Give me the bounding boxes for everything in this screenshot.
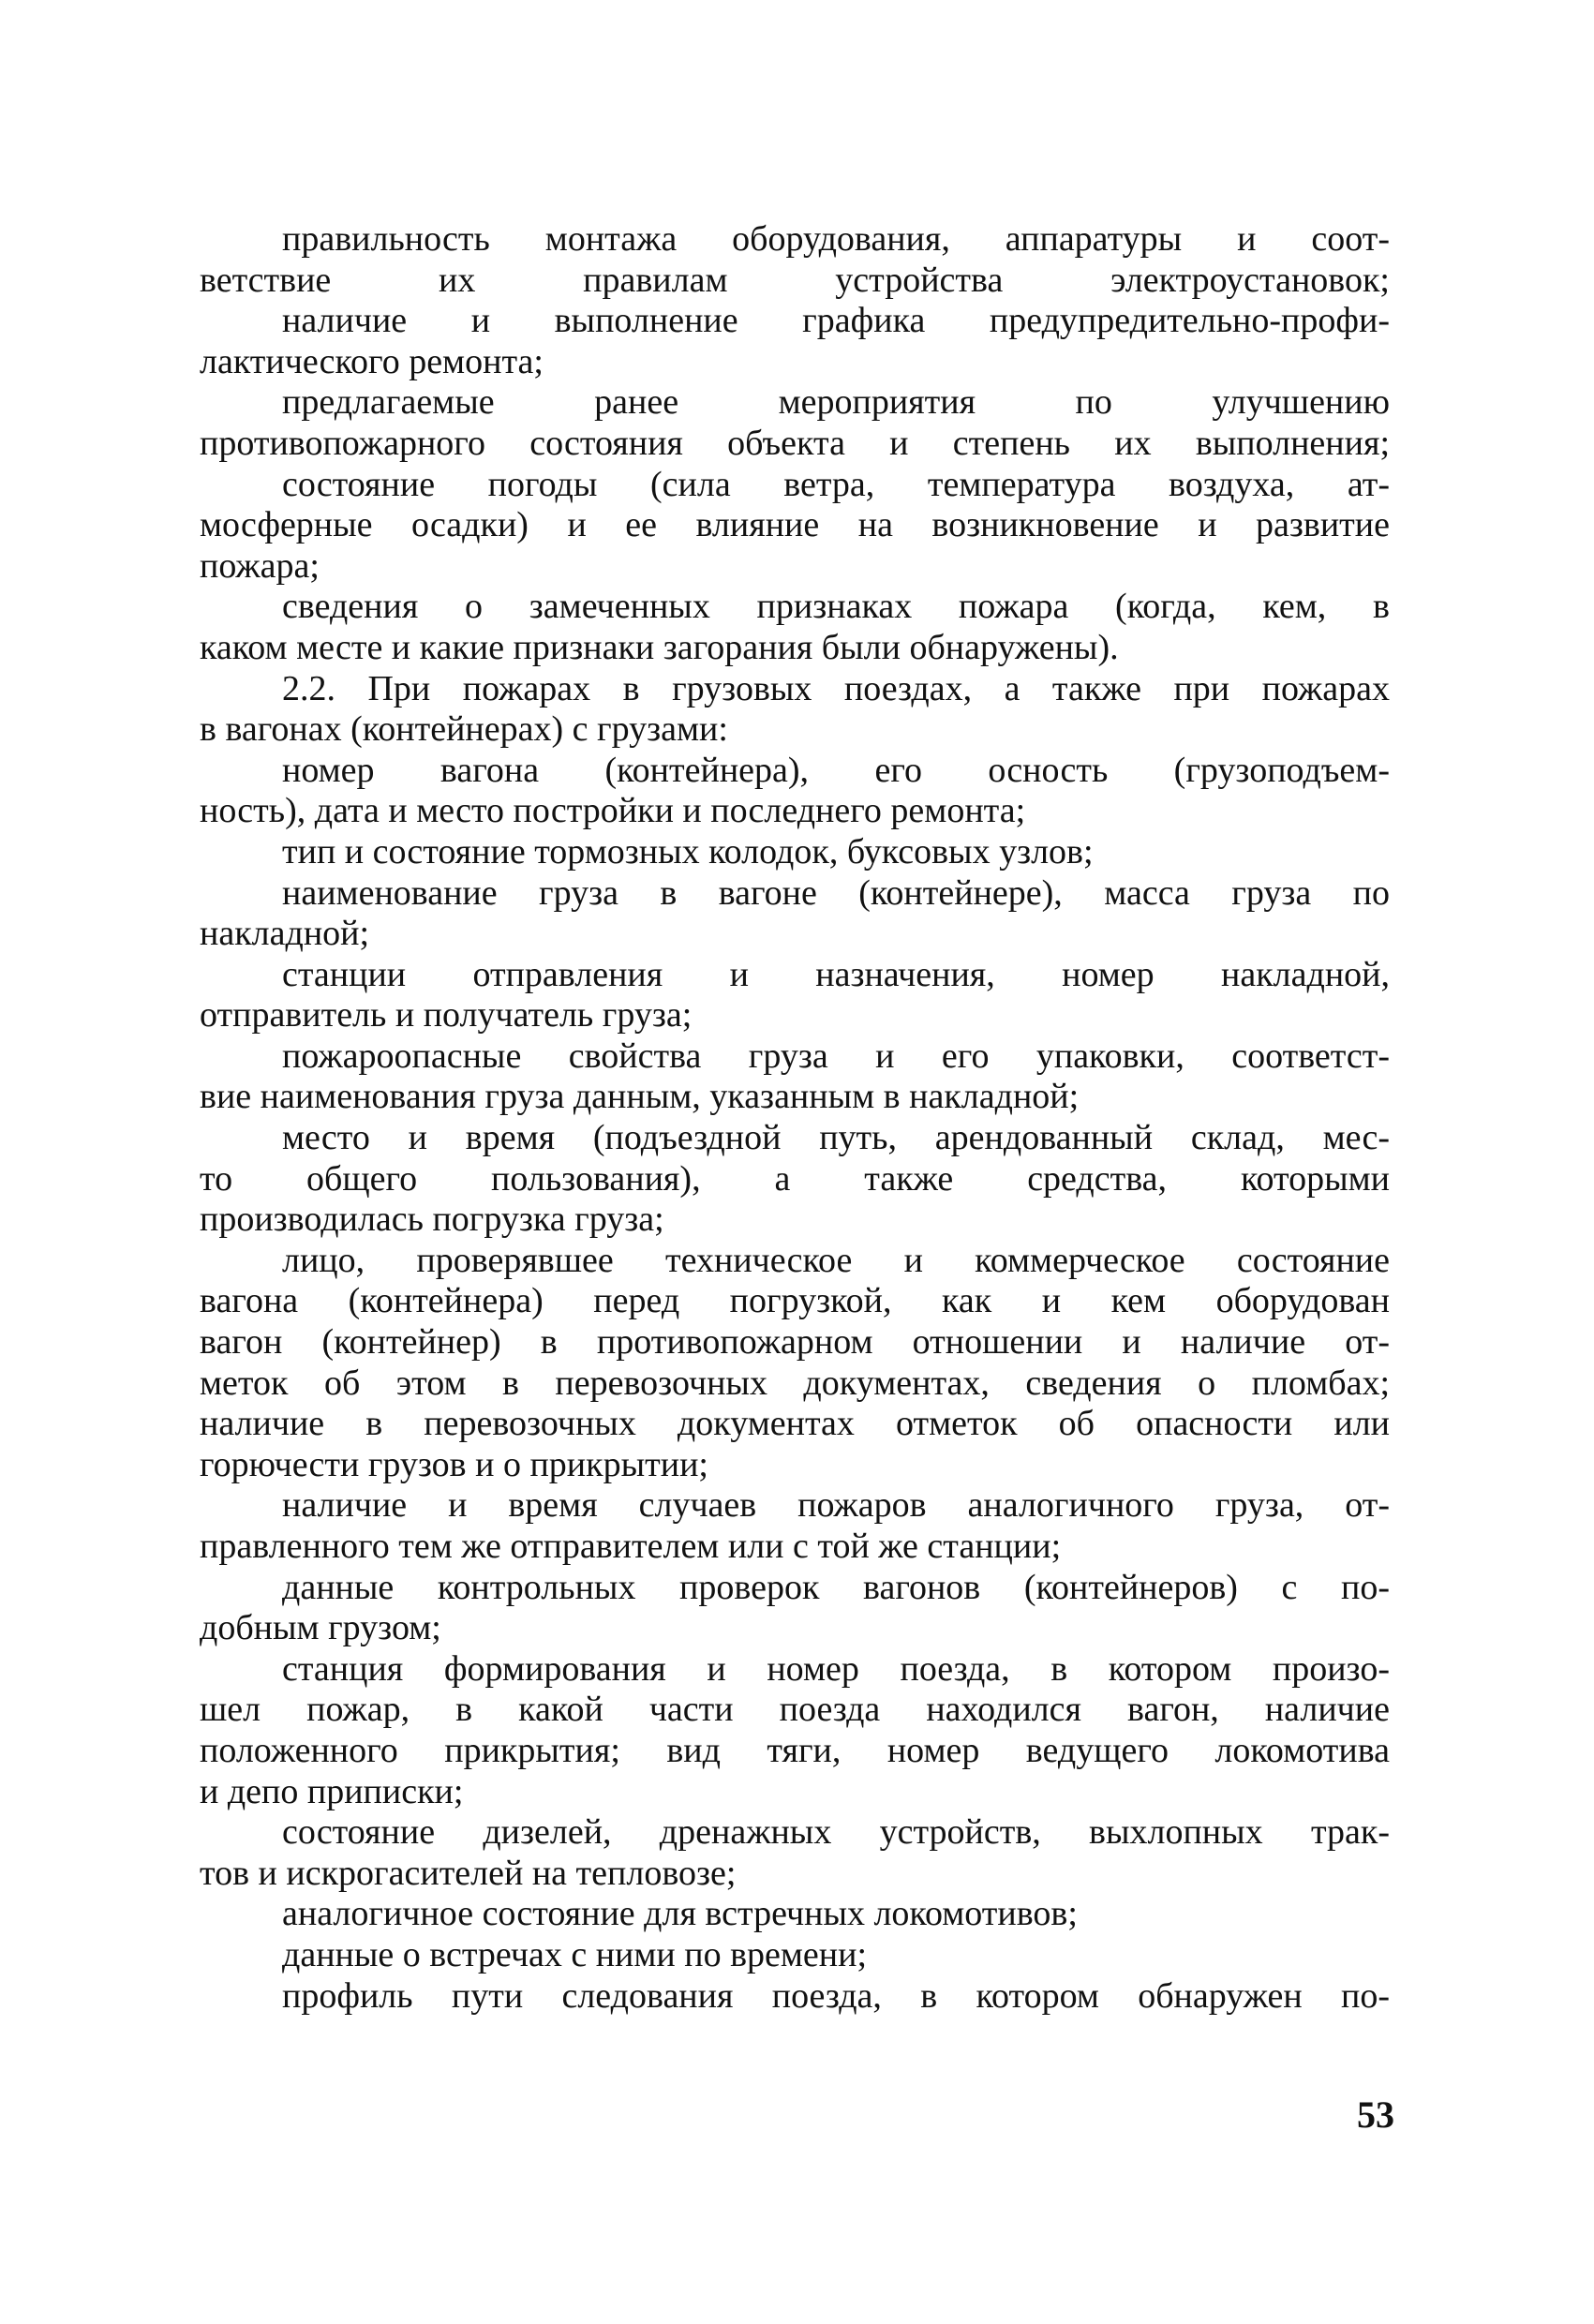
text-line: ность), дата и место постройки и последнего ремонта; (200, 791, 1026, 831)
text-line: правленного тем же отправителем или с той же станции; (200, 1527, 1062, 1566)
text-line: каком месте и какие признаки загорания были обнаружены). (200, 627, 1119, 667)
text-line: лицо, проверявшее техническое и коммерческое состояние (282, 1240, 1390, 1280)
text-line: вагон (контейнер) в противопожарном отношении и наличие от- (200, 1322, 1390, 1363)
text-line: 2.2. При пожарах в грузовых поездах, а также при пожарах (282, 668, 1390, 708)
text-line: правильность монтажа оборудования, аппаратуры и соот- (282, 219, 1390, 259)
text-line: то общего пользования), а также средства, которыми (200, 1158, 1390, 1199)
text-line: данные о встречах с ними по времени; (282, 1934, 868, 1974)
text-line: место и время (подъездной путь, арендованный склад, мес- (282, 1118, 1390, 1158)
text-line: данные контрольных проверок вагонов (контейнеров) с по- (282, 1567, 1390, 1607)
text-line: наименование груза в вагоне (контейнере), масса груза по (282, 872, 1390, 913)
text-line: горючести грузов и о прикрытии; (200, 1444, 708, 1484)
text-line: противопожарного состояния объекта и степень их выполнения; (200, 423, 1390, 463)
text-line: состояние погоды (сила ветра, температура воздуха, ат- (282, 464, 1390, 504)
text-line: в вагонах (контейнерах) с грузами: (200, 709, 728, 750)
text-line: лактического ремонта; (200, 341, 544, 381)
text-line: предлагаемые ранее мероприятия по улучшению (282, 382, 1390, 423)
text-line: положенного прикрытия; вид тяги, номер ведущего локомотива (200, 1730, 1390, 1770)
text-line: ветствие их правилам устройства электроустановок; (200, 260, 1390, 300)
body-text (200, 219, 1390, 2017)
text-line: состояние дизелей, дренажных устройств, выхлопных трак- (282, 1812, 1390, 1853)
text-line: профиль пути следования поезда, в котором обнаружен по- (282, 1975, 1390, 2016)
text-line: вагона (контейнера) перед погрузкой, как и кем оборудован (200, 1281, 1390, 1321)
text-line: наличие в перевозочных документах отметок об опасности или (200, 1404, 1390, 1444)
text-line: сведения о замеченных признаках пожара (когда, кем, в (282, 587, 1390, 627)
text-line: номер вагона (контейнера), его осность (грузоподъем- (282, 750, 1390, 790)
text-line: и депо приписки; (200, 1771, 464, 1811)
text-line: добным грузом; (200, 1608, 441, 1648)
text-line: отправитель и получатель груза; (200, 995, 693, 1035)
text-line: мосферные осадки) и ее влияние на возникновение и развитие (200, 505, 1390, 545)
text-line: станции отправления и назначения, номер накладной, (282, 954, 1390, 994)
text-line: аналогичное состояние для встречных локомотивов; (282, 1894, 1078, 1934)
page-number: 53 (1357, 2093, 1394, 2136)
text-line: производилась погрузка груза; (200, 1199, 664, 1240)
text-line: наличие и выполнение графика предупредительно-профи- (282, 301, 1390, 341)
text-line: тов и искрогасителей на тепловозе; (200, 1853, 737, 1893)
text-line: пожара; (200, 545, 320, 586)
text-line: вие наименования груза данным, указанным в накладной; (200, 1077, 1080, 1117)
text-line: меток об этом в перевозочных документах, сведения о пломбах; (200, 1363, 1390, 1403)
text-line: пожароопасные свойства груза и его упаковки, соответст- (282, 1035, 1390, 1076)
text-line: шел пожар, в какой части поезда находился вагон, наличие (200, 1690, 1390, 1730)
text-line: тип и состояние тормозных колодок, буксовых узлов; (282, 831, 1094, 872)
text-line: станция формирования и номер поезда, в котором произо- (282, 1648, 1390, 1689)
text-line: накладной; (200, 914, 370, 954)
text-line: наличие и время случаев пожаров аналогичного груза, от- (282, 1485, 1390, 1526)
